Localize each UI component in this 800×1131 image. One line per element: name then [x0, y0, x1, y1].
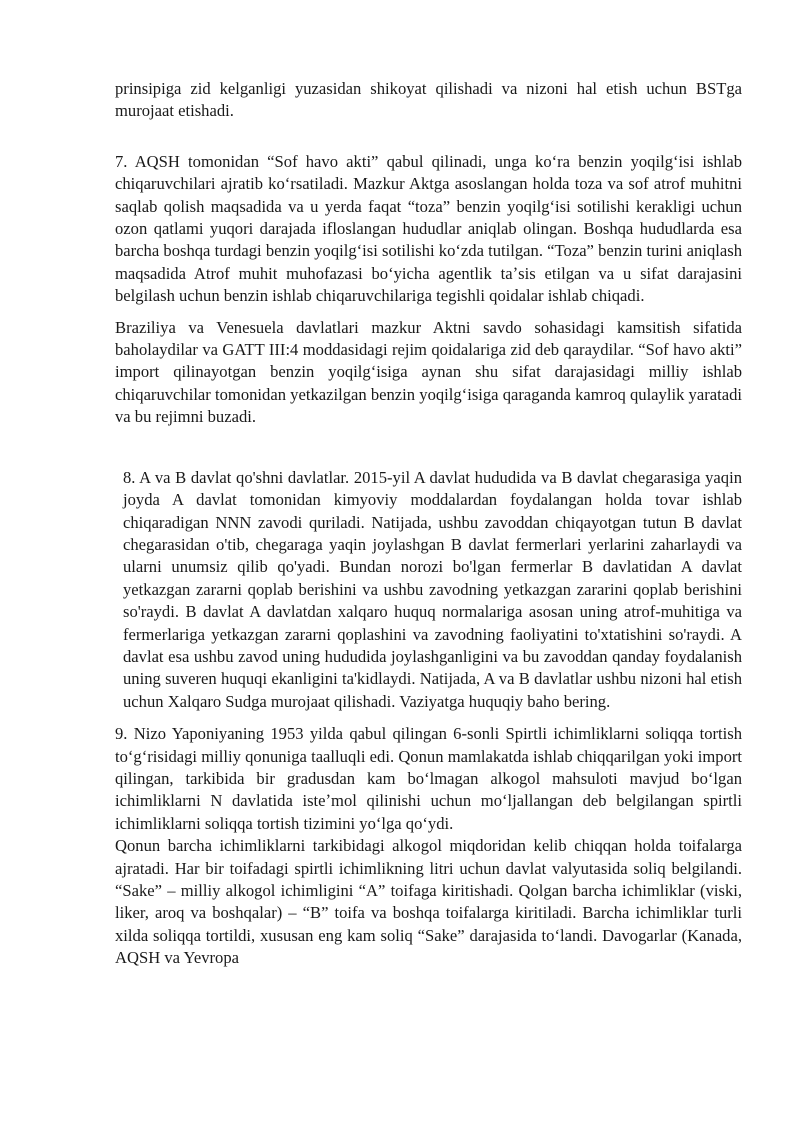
paragraph-text: Braziliya va Venesuela davlatlari mazkur Aktni savdo sohasidagi kamsitish sifatida baholaydilar va GATT III:4 moddasidagi rejim qoidalariga zid deb qaraydilar. “Sof havo akti” import qilinayotgan benzin yoqilgʻisiga aynan shu sifat darajasidagi milliy ishlab chiqaruvchilar tomonidan yetkazilgan benzin yoqilgʻisiga qaraganda kamroq qulaylik yaratadi va bu rejimni buzadi.: [115, 317, 742, 427]
paragraph-number: 8.: [123, 467, 136, 487]
paragraph-case-7: [115, 151, 742, 308]
paragraph-text: Qonun barcha ichimliklarni tarkibidagi alkogol miqdoridan kelib chiqqan holda toifalarga ajratadi. Har bir toifadagi spirtli ichimlikning litri uchun davlat valyutasida soliq belgilandi. “Sake” – milliy alkogol ichimligini “A” toifaga kiritishadi. Qolgan barcha ichimliklar (viski, liker, aroq va boshqalar) – “B” toifa va boshqa toifalarga kiritiladi. Barcha ichimliklar turli xilda soliqqa tortildi, xususan eng kam soliq “Sake” darajasida toʻlandi. Davogarlar (Kanada, AQSH va Yevropa: [115, 836, 742, 968]
paragraph-text: AQSH tomonidan “Sof havo akti” qabul qilinadi, unga koʻra benzin yoqilgʻisi ishlab chiqaruvchilari ajratib koʻrsatiladi. Mazkur Aktga asoslangan holda toza va sof atrof muhitni saqlab qolish maqsadida va u yerda faqat “toza” benzin yoqilgʻisi sotilishi kerakligi uchun ozon qatlami yuqori darajada ifloslangan hududlar aniqlab olingan. Boshqa hududlarda esa barcha boshqa turdagi benzin yoqilgʻisi sotilishi koʻzda tutilgan. “Toza” benzin turini aniqlash maqsadida Atrof muhit muhofazasi boʻyicha agentlik taʼsis etilgan va u sifat darajasini belgilash uchun benzin ishlab chiqaruvchilariga tegishli qoidalar ishlab chiqadi.: [115, 151, 742, 306]
paragraph-case-9-continued: [115, 835, 742, 969]
paragraph-number: 9.: [115, 724, 128, 744]
paragraph-text: Nizo Yaponiyaning 1953 yilda qabul qilingan 6-sonli Spirtli ichimliklarni soliqqa tortish toʻgʻrisidagi milliy qonuniga taalluqli edi. Qonun mamlakatda ishlab chiqqarilgan yoki import qilingan, tarkibida bir gradusdan kam boʻlmagan alkogol mahsuloti mavjud boʻlgan ichimliklarni N davlatida isteʼmol qilinishi uchun moʻljallangan deb belgilangan spirtli ichimliklarni soliqqa tortish tizimini yoʻlga qoʻydi.: [115, 724, 742, 833]
paragraph-text: prinsipiga zid kelganligi yuzasidan shikoyat qilishadi va nizoni hal etish uchun BSTga murojaat etishadi.: [115, 79, 742, 121]
paragraph-case-8: [115, 467, 742, 713]
paragraph-case-7-continued: [115, 317, 742, 429]
paragraph-case-9: [115, 723, 742, 835]
paragraph-continuation: [115, 78, 742, 123]
paragraph-number: 7.: [115, 151, 128, 171]
paragraph-text: A va B davlat qo'shni davlatlar. 2015-yil A davlat hududida va B davlat chegarasiga yaqin joyda A davlat tomonidan kimyoviy moddalardan foydalangan holda tovar ishlab chiqaradigan NNN zavodi quriladi. Natijada, ushbu zavoddan chiqayotgan tutun B davlat chegarasidan o'tib, chegaraga yaqin joylashgan B davlat fermerlari yerlarini zaharlaydi va ularni unumsiz qilib qo'yadi. Bundan norozi bo'lgan fermerlar B davlatidan A davlat yetkazgan zararni qoplab berishini va ushbu zavodning yetkazgan zararini qoplab berishini so'raydi. B davlat A davlatdan xalqaro huquq normalariga asosan uning atrof-muhitiga va fermerlariga yetkazgan zararni qoplashini va zavodning faoliyatini to'xtatishini so'raydi. A davlat esa ushbu zavod uning hududida joylashganligini va bu zavoddan qanday foydalanish uning suveren huquqi ekanligini ta'kidlaydi. Natijada, A va B davlatlar ushbu nizoni hal etish uchun Xalqaro Sudga murojaat qilishadi. Vaziyatga huquqiy baho bering.: [123, 467, 743, 711]
